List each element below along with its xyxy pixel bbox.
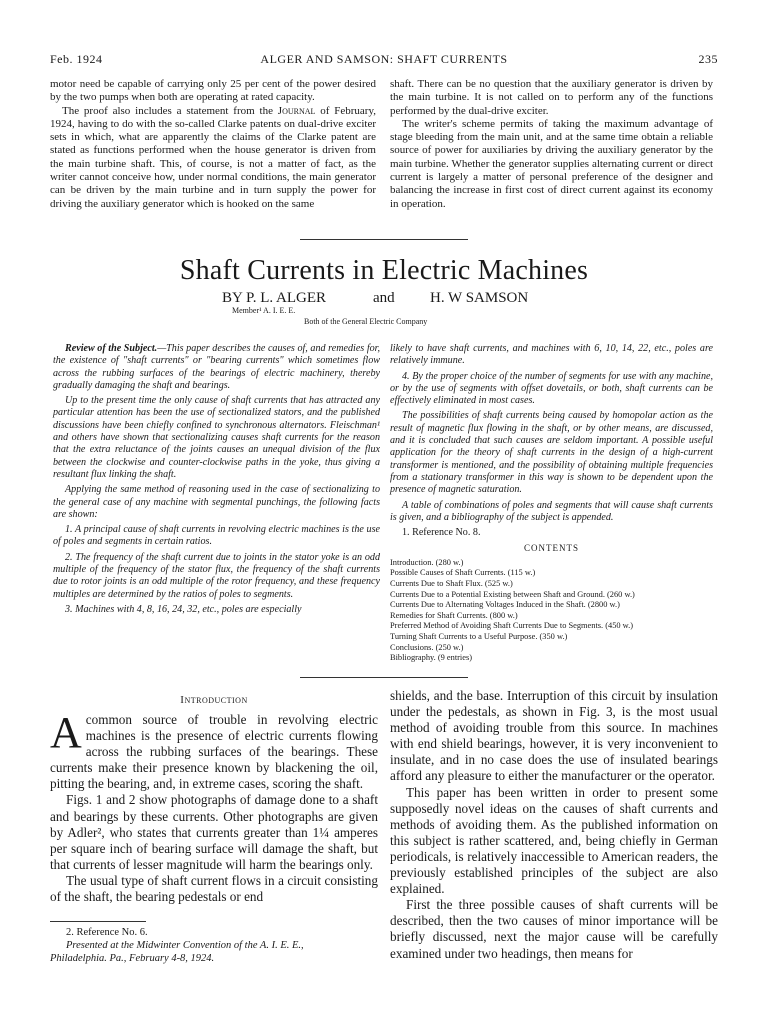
abstract-item: 1. A principal cause of shaft currents in revolving electric machines is the use of poles and segments in certain ratios. [53, 524, 380, 548]
continued-text-left-column [50, 78, 376, 211]
body-paragraph: Figs. 1 and 2 show photographs of damage done to a shaft and bearings by these currents. Other photographs are given by Adler², who states that currents greater than 1¼ amperes per square inch of bearing surface will damage the shaft, but that currents of lesser magnitude will harm the bearings only. [50, 792, 378, 872]
body-right-column [390, 688, 718, 962]
article-title: Shaft Currents in Electric Machines [179, 255, 589, 286]
contents-item: Possible Causes of Shaft Currents. (115 w.) [390, 568, 536, 578]
contents-item: Conclusions. (250 w.) [390, 642, 464, 652]
contents-item: Currents Due to a Potential Existing between Shaft and Ground. (260 w.) [390, 589, 635, 599]
abstract-paragraph: Up to the present time the only cause of shaft currents that has attracted any particular attention has been the use of sectionalized stators, and the published discussions have been chiefly confined to synchronous alternators. Fleischman¹ and others have shown that sectionalizing causes shaft currents for the reason that the extra reluctance of the joints causes an unequal division of the flux between the clockwise and counter-clockwise paths in the yoke, thus giving a resultant flux linking the shaft. [53, 395, 380, 480]
contents-item: Remedies for Shaft Currents. (800 w.) [390, 610, 518, 620]
contents-item: Currents Due to Shaft Flux. (525 w.) [390, 578, 513, 588]
author-1: BY P. L. ALGER [222, 290, 327, 306]
body-paragraph: The usual type of shaft current flows in a circuit consisting of the shaft, the bearing pedestals or end [50, 872, 378, 905]
abstract-reference: 1. Reference No. 8. [402, 527, 481, 539]
abstract-paragraph: A table of combinations of poles and segments that will cause shaft currents is given, and a bibliography of the subject is appended. [390, 499, 713, 523]
body-left-column [50, 708, 378, 905]
abstract-paragraph: Applying the same method of reasoning used in the case of sectionalizing to the general case of any machine with segmental punchings, the following facts are shown: [53, 484, 380, 520]
body-paragraph: shields, and the base. Interruption of this circuit by insulation under the pedestals, as shown in Fig. 3, is the most usual method of avoiding trouble from this source. In machines with end shield bearings, however, it is very inconvenient to insulate, and in no case does the use of insulated bearings afford any pleasure to either the manufacturer or the operator. [390, 688, 718, 784]
membership-note: Member¹ A. I. E. E. [232, 306, 296, 315]
affiliation: Both of the General Electric Company [304, 317, 428, 326]
contents-item: Turning Shaft Currents to a Useful Purpose. (350 w.) [390, 631, 568, 641]
introduction-heading: Introduction [180, 694, 248, 706]
table-of-contents [390, 558, 713, 664]
continued-paragraph: The proof also includes a statement from the Journal of February, 1924, having to do with the so-called Clarke patents on dual-drive exciter sets in which, what are apparently the claims of the Clarke patent are stated as functions performed when the house generator is driven from the main turbine shaft. This, of course, is not a matter of fact, as the writer cannot conceive how, under normal conditions, the main generator can be driven by the main turbine and in turn supply the power for driving the auxiliary generator which is hooked on the same [50, 104, 376, 210]
body-paragraph: First the three possible causes of shaft currents will be described, then the two causes of minor importance will be briefly discussed, next the major cause will be carefully examined under two headings, then means for [390, 897, 718, 961]
contents-item: Bibliography. (9 entries) [390, 653, 473, 663]
drop-cap: A [50, 708, 82, 757]
abstract-lead: Review of the Subject. [65, 343, 158, 354]
running-header-title: ALGER AND SAMSON: SHAFT CURRENTS [260, 52, 508, 66]
footnote-rule [50, 921, 146, 922]
byline-and: and [373, 290, 395, 306]
footnote-reference: 2. Reference No. 6. [66, 927, 148, 938]
continued-paragraph: The writer's scheme permits of taking the maximum advantage of stage bleeding from the main unit, and at the same time obtain a reliable source of power for auxiliaries by driving the auxiliary generator by the main turbine. Whether the generator supplies alternating current or direct current is largely a matter of personal preference of the designer and balancing the increase in first cost of direct current against its economy in operation. [390, 117, 713, 210]
contents-item: Introduction. (280 w.) [390, 557, 464, 567]
abstract-paragraph: The possibilities of shaft currents being caused by homopolar action as the result of magnetic flux flowing in the shaft, or by other means, are discussed, and it is concluded that such causes are seldom important. A possible useful application for the theory of shaft currents in the design of a high-current transformer is mentioned, and the possibility of obtaining multiple frequencies from a stationary transformer in this way is shown to be dependent upon the presence of magnetic saturation. [390, 410, 713, 496]
author-2: H. W SAMSON [430, 290, 529, 306]
section-divider [300, 677, 468, 678]
page-number: 235 [698, 52, 718, 66]
abstract-right-column [390, 343, 713, 664]
footnote-presented: Presented at the Midwinter Convention of the A. I. E. E., Philadelphia. Pa., February 4-8, 1924. [50, 940, 304, 964]
contents-title: CONTENTS [524, 543, 579, 554]
abstract-paragraph: likely to have shaft currents, and machines with 6, 10, 14, 22, etc., poles are relatively immune. [390, 343, 713, 367]
abstract-item: 3. Machines with 4, 8, 16, 24, 32, etc., poles are especially [65, 603, 302, 615]
running-header-date: Feb. 1924 [50, 52, 103, 66]
journal-name: Journal [277, 104, 316, 117]
continued-paragraph: shaft. There can be no question that the auxiliary generator is driven by the main turbine. It is not called on to perform any of the functions performed by the dual-drive exciter. [390, 78, 713, 117]
section-divider [300, 239, 468, 240]
abstract-item: 4. By the proper choice of the number of segments for use with any machine, or by the use of segments with offset dovetails, or both, shaft currents can be effectively eliminated in most cases. [390, 370, 713, 407]
abstract-item: 2. The frequency of the shaft current due to joints in the stator yoke is an odd multiple of the frequency of the stator flux, the frequency of the shaft currents due to rotor joints is an odd multiple of the rotor frequency, and these frequency multiples are determined by the ratios of poles to segments. [53, 551, 380, 600]
continued-text-right-column [390, 78, 713, 211]
body-paragraph: This paper has been written in order to present some supposedly novel ideas on the causes of shaft currents and methods of avoiding them. As the published information on this subject is rather scattered, and, being chiefly in German periodicals, is relatively inaccessible to American readers, the previously established principles of the subject are also explained. [390, 784, 718, 897]
contents-item: Preferred Method of Avoiding Shaft Currents Due to Segments. (450 w.) [390, 621, 634, 631]
abstract-left-column [53, 343, 380, 619]
abstract-paragraph: Review of the Subject.—This paper describes the causes of, and remedies for, the existence of "shaft currents" or "bearing currents" which sometimes flow across the rubbing surfaces of the bearings of electric machinery, thereby gradually damaging the shaft and bearings. [53, 343, 381, 391]
contents-item: Currents Due to Alternating Voltages Induced in the Shaft. (2800 w.) [390, 600, 620, 610]
continued-paragraph: motor need be capable of carrying only 25 per cent of the power desired by the two pumps when both are operating at rated capacity. [50, 78, 376, 104]
body-paragraph: Acommon source of trouble in revolving electric machines is the presence of electric currents flowing across the rubbing surfaces of the bearings. These currents make their presence known by blackening the oil, pitting the bearing, and, in extreme cases, scoring the shaft. [50, 708, 378, 792]
